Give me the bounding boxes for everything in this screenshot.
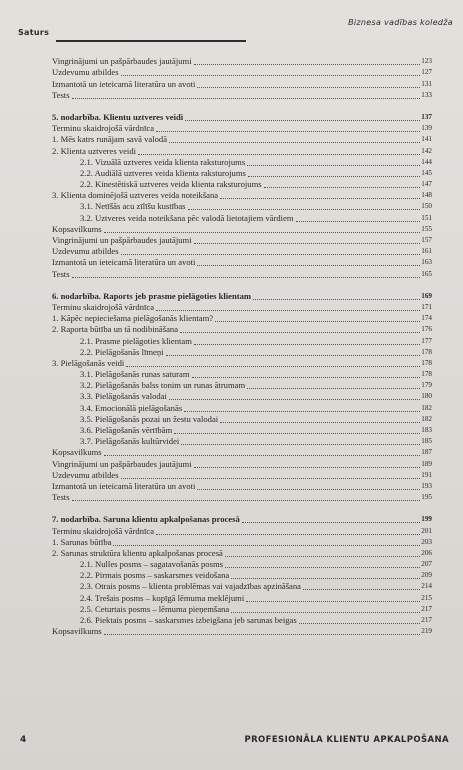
toc-entry-title: 2.1. Vizuālā uztveres veida klienta raksturojums [80, 156, 246, 167]
toc-entry [52, 570, 432, 581]
toc-entry-title: Terminu skaidrojošā vārdnīca [52, 123, 155, 134]
toc-entry-page: 161 [421, 247, 432, 256]
toc-entry [52, 436, 432, 447]
dot-leader [299, 623, 421, 624]
toc-entry [52, 548, 432, 559]
dot-leader [156, 534, 420, 535]
toc-entry-title: Izmantotā un ieteicamā literatūra un avoti [52, 78, 196, 89]
dot-leader [296, 221, 421, 222]
toc-entry-title: 2.2. Audiālā uztveres veida klienta raksturojums [80, 167, 246, 178]
toc-entry [52, 123, 432, 134]
toc-entry [52, 257, 432, 268]
toc-entry-page: 219 [421, 627, 432, 636]
dot-leader [121, 75, 421, 76]
toc-entry [52, 212, 432, 223]
toc-entry-title: 2. Raporta būtība un tā nodibināšana [52, 324, 179, 335]
toc-entry [52, 592, 432, 603]
toc-entry [52, 246, 432, 257]
dot-leader [197, 265, 420, 266]
toc-entry-page: 199 [421, 515, 432, 524]
dot-leader [225, 567, 420, 568]
toc-entry-title: Kopsavilkums [52, 447, 102, 458]
toc-entry-page: 182 [421, 414, 432, 423]
dot-leader [220, 198, 420, 199]
toc-entry [52, 168, 432, 179]
toc-entry [52, 626, 432, 637]
toc-entry [52, 414, 432, 425]
dot-leader [185, 120, 420, 121]
toc-entry-title: Uzdevumu atbildes [52, 469, 119, 480]
toc-entry-title: Kopsavilkums [52, 223, 102, 234]
toc-entry [52, 335, 432, 346]
dot-leader [194, 64, 421, 65]
toc-entry-title: 2. Klienta uztveres veidi [52, 145, 136, 156]
toc-chapter-heading [52, 514, 432, 525]
toc-entry-page: 193 [421, 481, 432, 490]
toc-entry [52, 302, 432, 313]
toc-entry-page: 163 [421, 258, 432, 267]
toc-entry-page: 201 [421, 526, 432, 535]
toc-entry-page: 145 [421, 168, 432, 177]
toc-entry-title: Terminu skaidrojošā vārdnīca [52, 301, 155, 312]
toc-entry-page: 191 [421, 470, 432, 479]
toc-entry [52, 369, 432, 380]
toc-entry-title: 2.5. Ceturtais posms – lēmuma pieņemšana [80, 603, 230, 614]
toc-entry [52, 190, 432, 201]
dot-leader [72, 277, 421, 278]
toc-entry-title: Izmantotā un ieteicamā literatūra un avoti [52, 480, 196, 491]
toc-entry [52, 481, 432, 492]
dot-leader [242, 522, 420, 523]
toc-entry-title: 3. Klienta dominējošā uztveres veida noteikšana [52, 190, 219, 201]
toc-entry-title: 2.4. Trešais posms – kopīgā lēmuma meklējumi [80, 592, 245, 603]
dot-leader [220, 422, 420, 423]
toc-entry-page: 155 [421, 224, 432, 233]
toc-entry-page: 151 [421, 213, 432, 222]
dot-leader [231, 578, 420, 579]
dot-leader [225, 556, 420, 557]
toc-entry [52, 134, 432, 145]
dot-leader [169, 399, 420, 400]
dot-leader [194, 344, 420, 345]
toc-entry-title: 1. Kāpēc nepieciešama pielāgošanās klientam? [52, 313, 214, 324]
running-header-right: Biznesa vadības koledža [348, 18, 453, 27]
dot-leader [180, 332, 420, 333]
toc-entry-title: 3.2. Pielāgošanās balss tonim un runas ātrumam [80, 380, 246, 391]
toc-entry-title: Tests [52, 89, 70, 100]
dot-leader [72, 500, 421, 501]
toc-entry-title: 2.6. Piektais posms – saskarsmes izbeigšana jeb sarunas beigas [80, 615, 297, 625]
toc-entry [52, 56, 432, 67]
toc-entry [52, 581, 432, 592]
toc-chapter-heading [52, 291, 432, 302]
dot-leader [169, 142, 420, 143]
toc-entry [52, 402, 432, 413]
dot-leader [246, 601, 420, 602]
toc-entry-title: Terminu skaidrojošā vārdnīca [52, 525, 155, 536]
toc-entry [52, 268, 432, 279]
toc-entry-page: 183 [421, 426, 432, 434]
toc-entry-title: 3.7. Pielāgošanās kultūrvidei [80, 436, 180, 447]
table-of-contents [52, 56, 432, 637]
toc-entry-page: 133 [421, 90, 432, 99]
toc-entry [52, 525, 432, 536]
toc-entry-title: 2.2. Pirmais posms – saskarsmes veidošana [80, 570, 230, 581]
dot-leader [156, 310, 420, 311]
toc-entry-title: 3.4. Emocionālā pielāgošanās [80, 402, 183, 413]
dot-leader [215, 321, 420, 322]
toc-entry-page: 217 [421, 616, 432, 624]
toc-entry-title: Vingrinājumi un pašpārbaudes jautājumi [52, 56, 192, 67]
dot-leader [247, 388, 420, 389]
toc-entry-title: Tests [52, 268, 70, 279]
toc-entry-title: 2.1. Prasme pielāgoties klientam [80, 335, 192, 346]
dot-leader [184, 411, 420, 412]
toc-entry-page: 157 [421, 236, 432, 244]
toc-entry [52, 458, 432, 469]
dot-leader [264, 187, 421, 188]
toc-chapter-heading [52, 112, 432, 123]
toc-entry-page: 144 [421, 157, 432, 166]
toc-entry-title: Tests [52, 492, 70, 503]
dot-leader [231, 612, 420, 613]
toc-entry-page: 127 [421, 68, 432, 77]
toc-entry-page: 174 [421, 314, 432, 323]
toc-entry-page: 178 [421, 370, 432, 379]
toc-entry [52, 90, 432, 101]
dot-leader [253, 299, 420, 300]
toc-entry-page: 189 [421, 459, 432, 468]
dot-leader [156, 131, 420, 132]
toc-entry-title: Izmantotā un ieteicamā literatūra un avoti [52, 257, 196, 268]
dot-leader [192, 377, 421, 378]
toc-entry [52, 447, 432, 458]
toc-entry-page: 195 [421, 493, 432, 502]
toc-entry-page: 142 [421, 146, 432, 155]
dot-leader [121, 254, 421, 255]
dot-leader [248, 176, 420, 177]
toc-entry-page: 123 [421, 57, 432, 66]
running-header-left: Saturs [18, 28, 50, 37]
dot-leader [166, 355, 421, 356]
toc-entry [52, 391, 432, 402]
toc-entry [52, 224, 432, 235]
dot-leader [197, 87, 420, 88]
toc-entry [52, 537, 432, 548]
toc-entry-page: 165 [421, 269, 432, 278]
toc-entry-page: 148 [421, 191, 432, 200]
dot-leader [113, 545, 420, 546]
toc-entry-title: 2.3. Otrais posms – klienta problēmas vai vajadzības apzināšana [80, 581, 301, 592]
toc-entry-page: 171 [421, 302, 432, 311]
toc-entry [52, 145, 432, 156]
toc-entry-title: 2.2. Pielāgošanās līmeņi [80, 346, 164, 357]
toc-entry [52, 78, 432, 89]
section-gap [52, 101, 432, 112]
dot-leader [197, 489, 420, 490]
toc-entry-page: 182 [421, 403, 432, 412]
toc-entry-title: 3. Pielāgošanās veidi [52, 357, 125, 368]
toc-entry [52, 358, 432, 369]
toc-entry-title: 3.3. Pielāgošanās valodai [80, 391, 167, 402]
header-rule [56, 40, 246, 42]
page-number: 4 [20, 735, 27, 745]
toc-entry [52, 324, 432, 335]
toc-entry [52, 179, 432, 190]
dot-leader [174, 433, 420, 434]
dot-leader [181, 444, 420, 445]
toc-entry-title: 3.1. Pielāgošanās runas saturam [80, 369, 190, 380]
section-gap [52, 280, 432, 291]
dot-leader [121, 478, 421, 479]
toc-entry [52, 313, 432, 324]
toc-entry-page: 131 [421, 79, 432, 88]
toc-entry-title: Uzdevumu atbildes [52, 67, 119, 78]
toc-entry [52, 380, 432, 391]
toc-entry-title: 2.1. Nulles posms – sagatavošanās posms [80, 559, 223, 570]
toc-entry-page: 178 [421, 358, 432, 367]
toc-entry-title: 3.5. Pielāgošanās pozai un žestu valodai [80, 413, 219, 424]
toc-entry-page: 217 [421, 604, 432, 613]
toc-entry [52, 425, 432, 436]
toc-entry-title: Vingrinājumi un pašpārbaudes jautājumi [52, 235, 192, 245]
toc-entry-title: Uzdevumu atbildes [52, 246, 119, 257]
toc-entry-page: 203 [421, 537, 432, 546]
toc-entry-title: 3.2. Uztveres veida noteikšana pēc valodā lietotajiem vārdiem [80, 212, 294, 223]
dot-leader [303, 589, 420, 590]
toc-entry-page: 207 [421, 560, 432, 569]
toc-entry-page: 177 [421, 336, 432, 345]
dot-leader [194, 243, 421, 244]
dot-leader [188, 209, 421, 210]
toc-entry-page: 180 [421, 392, 432, 401]
toc-entry-title: 2. Sarunas struktūra klientu apkalpošanas procesā [52, 547, 223, 558]
toc-entry-page: 137 [421, 112, 432, 121]
toc-entry-title: 1. Mēs katrs runājam savā valodā [52, 134, 168, 145]
toc-entry-page: 179 [421, 381, 432, 390]
toc-entry-title: 3.6. Pielāgošanās vērtībām [80, 425, 173, 435]
toc-entry-title: 5. nodarbība. Klientu uztveres veidi [52, 111, 184, 122]
toc-entry [52, 559, 432, 570]
toc-entry-title: 7. nodarbība. Saruna klientu apkalpošanas procesā [52, 514, 240, 525]
toc-entry-title: Vingrinājumi un pašpārbaudes jautājumi [52, 458, 192, 469]
toc-entry-page: 169 [421, 291, 432, 300]
dot-leader [138, 154, 420, 155]
dot-leader [104, 232, 421, 233]
running-footer-title: PROFESIONĀLA KLIENTU APKALPOŠANA [244, 735, 449, 745]
dot-leader [126, 366, 420, 367]
toc-entry [52, 347, 432, 358]
toc-entry [52, 604, 432, 615]
dot-leader [104, 634, 421, 635]
dot-leader [194, 467, 421, 468]
toc-entry [52, 235, 432, 246]
toc-entry-page: 209 [421, 571, 432, 580]
toc-entry-title: 1. Sarunas būtība [52, 536, 112, 547]
section-gap [52, 503, 432, 514]
toc-entry [52, 157, 432, 168]
toc-entry [52, 67, 432, 78]
toc-entry-page: 147 [421, 180, 432, 189]
toc-entry-page: 187 [421, 448, 432, 457]
toc-entry-page: 206 [421, 548, 432, 557]
dot-leader [72, 98, 421, 99]
toc-entry [52, 615, 432, 626]
toc-entry-page: 178 [421, 347, 432, 356]
toc-entry-title: 2.2. Kinestētiskā uztveres veida klienta raksturojums [80, 179, 262, 190]
toc-entry-page: 139 [421, 124, 432, 133]
toc-entry-title: 3.1. Netīšās acu zīlīšu kustības [80, 201, 186, 212]
toc-entry-page: 176 [421, 325, 432, 334]
toc-entry-title: Kopsavilkums [52, 626, 102, 637]
toc-entry [52, 201, 432, 212]
toc-entry-page: 150 [421, 202, 432, 211]
dot-leader [247, 165, 420, 166]
toc-entry-title: 6. nodarbība. Raports jeb prasme pielāgoties klientam [52, 290, 252, 301]
toc-entry-page: 214 [421, 582, 432, 591]
toc-entry-page: 141 [421, 135, 432, 144]
toc-entry-page: 185 [421, 437, 432, 446]
toc-entry-page: 215 [421, 593, 432, 602]
toc-entry [52, 492, 432, 503]
toc-entry [52, 470, 432, 481]
dot-leader [104, 455, 421, 456]
